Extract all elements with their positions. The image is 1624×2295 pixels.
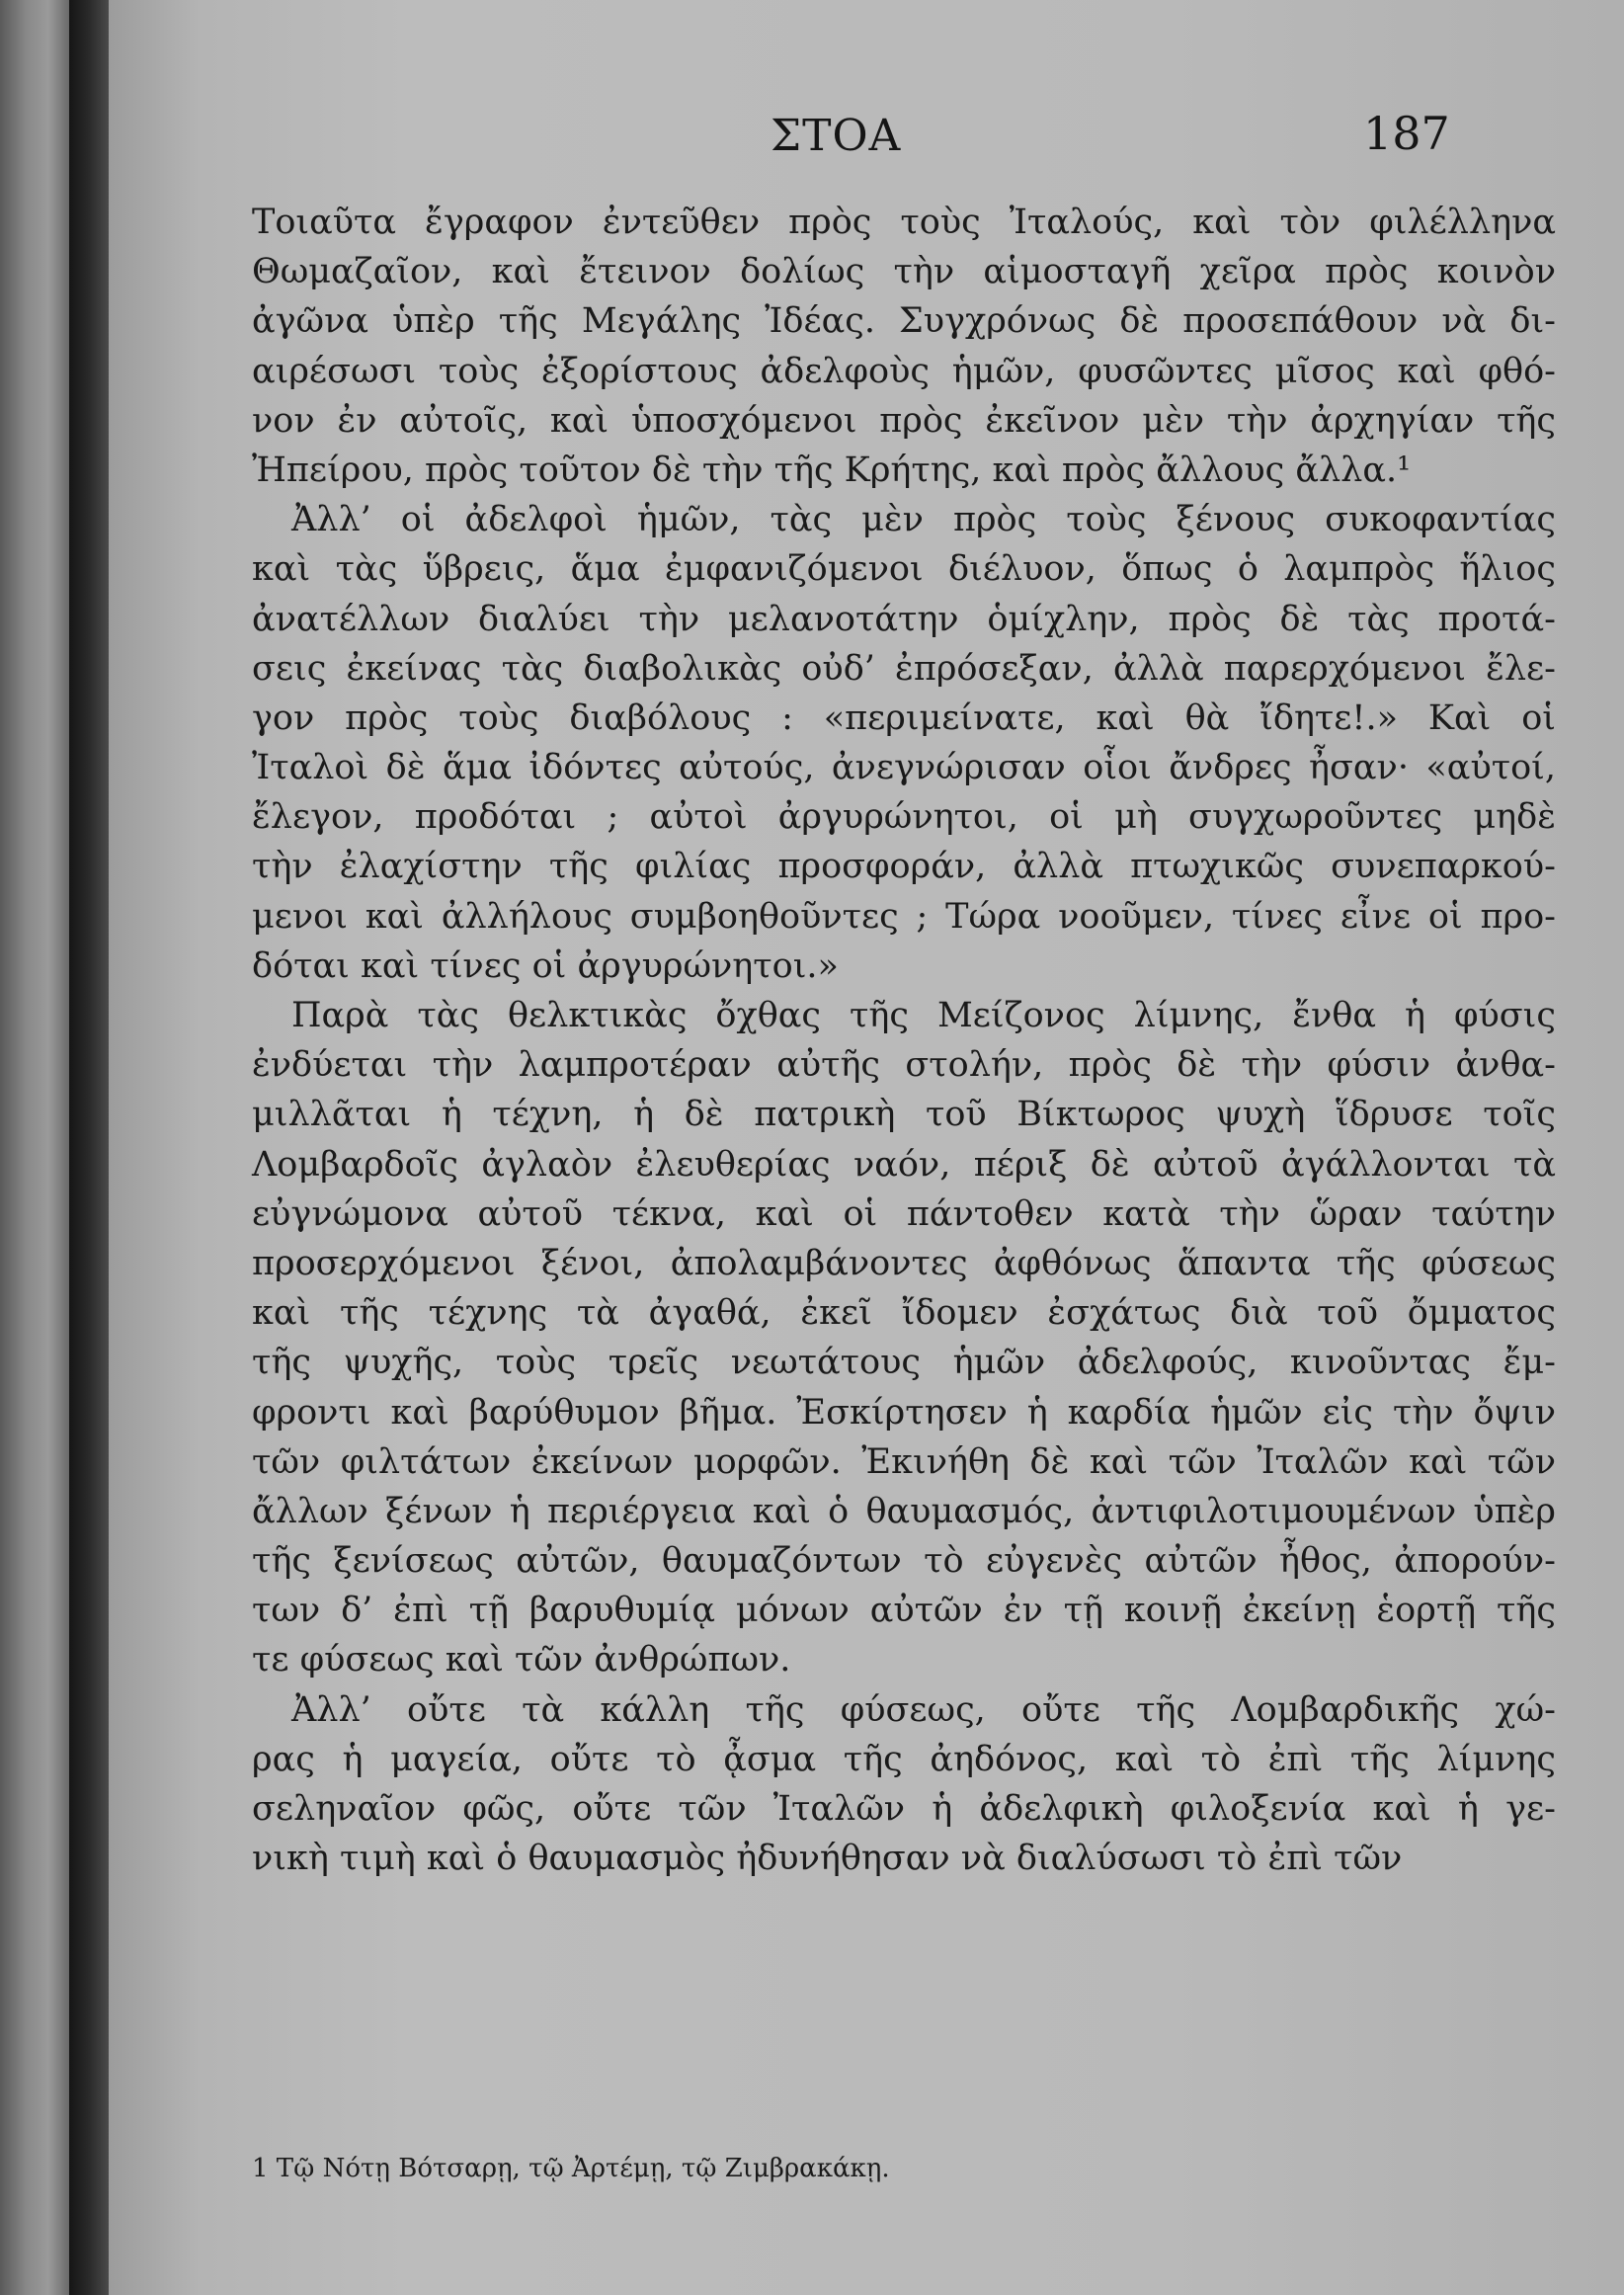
- text-line: τῶν φιλτάτων ἐκείνων μορφῶν. Ἐκινήθη δὲ καὶ τῶν Ἰταλῶν καὶ τῶν: [252, 1441, 1556, 1482]
- text-line: νικὴ τιμὴ καὶ ὁ θαυμασμὸς ἠδυνήθησαν νὰ διαλύσωσι τὸ ἐπὶ τῶν: [252, 1839, 1403, 1879]
- text-line: Τοιαῦτα ἔγραφον ἐντεῦθεν πρὸς τοὺς Ἰταλούς, καὶ τὸν φιλέλληνα: [252, 203, 1556, 242]
- body-text: [252, 198, 1556, 1883]
- text-line: μενοι καὶ ἀλλήλους συμβοηθοῦντες ; Τώρα νοοῦμεν, τίνες εἶνε οἱ προ-: [252, 896, 1556, 937]
- text-line: Θωμαζαῖον, καὶ ἔτεινον δολίως τὴν αἱμοσταγῆ χεῖρα πρὸς κοινὸν: [252, 252, 1556, 292]
- book-spine-edge: [0, 0, 69, 2295]
- text-line: Ἀλλ’ οἱ ἀδελφοὶ ἡμῶν, τὰς μὲν πρὸς τοὺς ξένους συκοφαντίας: [291, 500, 1556, 540]
- text-line: τῆς ψυχῆς, τοὺς τρεῖς νεωτάτους ἡμῶν ἀδελφούς, κινοῦντας ἔμ-: [252, 1343, 1556, 1383]
- text-line: δόται καὶ τίνες οἱ ἀργυρώνητοι.»: [252, 945, 839, 986]
- text-line: αιρέσωσι τοὺς ἐξορίστους ἀδελφοὺς ἡμῶν, φυσῶντες μῖσος καὶ φθό-: [252, 351, 1556, 391]
- text-line: Ἀλλ’ οὔτε τὰ κάλλη τῆς φύσεως, οὔτε τῆς Λομβαρδικῆς χώ-: [291, 1689, 1556, 1730]
- text-line: των δ’ ἐπὶ τῇ βαρυθυμίᾳ μόνων αὐτῶν ἐν τῇ κοινῇ ἐκείνῃ ἑορτῇ τῆς: [252, 1591, 1556, 1631]
- text-line: Παρὰ τὰς θελκτικὰς ὄχθας τῆς Μείζονος λίμνης, ἔνθα ἡ φύσις: [291, 996, 1556, 1035]
- text-line: γον πρὸς τοὺς διαβόλους : «περιμείνατε, καὶ θὰ ἴδητε!.» Καὶ οἱ: [252, 697, 1556, 738]
- text-line: εὐγνώμονα αὐτοῦ τέκνα, καὶ οἱ πάντοθεν κατὰ τὴν ὥραν ταύτην: [252, 1193, 1556, 1234]
- text-line: Ἠπείρου, πρὸς τοῦτον δὲ τὴν τῆς Κρήτης, καὶ πρὸς ἄλλους ἄλλα.¹: [252, 450, 1412, 490]
- page-number: 187: [1363, 107, 1450, 160]
- text-line: τὴν ἐλαχίστην τῆς φιλίας προσφοράν, ἀλλὰ πτωχικῶς συνεπαρκού-: [252, 847, 1556, 887]
- text-line: ἐνδύεται τὴν λαμπροτέραν αὐτῆς στολήν, πρὸς δὲ τὴν φύσιν ἀνθα-: [252, 1045, 1556, 1086]
- text-line: προσερχόμενοι ξένοι, ἀπολαμβάνοντες ἀφθόνως ἅπαντα τῆς φύσεως: [252, 1243, 1556, 1283]
- text-line: ἀνατέλλων διαλύει τὴν μελανοτάτην ὁμίχλην, πρὸς δὲ τὰς προτά-: [252, 599, 1556, 639]
- book-page: [109, 0, 1624, 2295]
- running-title: ΣΤΟΑ: [771, 111, 902, 161]
- text-line: σεληναῖον φῶς, οὔτε τῶν Ἰταλῶν ἡ ἀδελφικὴ φιλοξενία καὶ ἡ γε-: [252, 1789, 1556, 1829]
- page-header: [109, 107, 1624, 170]
- text-line: νον ἐν αὐτοῖς, καὶ ὑποσχόμενοι πρὸς ἐκεῖνον μὲν τὴν ἀρχηγίαν τῆς: [252, 400, 1556, 441]
- text-line: Ἰταλοὶ δὲ ἅμα ἰδόντες αὐτούς, ἀνεγνώρισαν οἷοι ἄνδρες ἦσαν· «αὐτοί,: [252, 748, 1556, 788]
- text-line: ἄλλων ξένων ἡ περιέργεια καὶ ὁ θαυμασμός, ἀντιφιλοτιμουμένων ὑπὲρ: [252, 1491, 1556, 1531]
- text-line: καὶ τῆς τέχνης τὰ ἀγαθά, ἐκεῖ ἴδομεν ἐσχάτως διὰ τοῦ ὄμματος: [252, 1293, 1556, 1334]
- text-line: ἀγῶνα ὑπὲρ τῆς Μεγάλης Ἰδέας. Συγχρόνως δὲ προσεπάθουν νὰ δι-: [252, 301, 1556, 342]
- text-line: φροντι καὶ βαρύθυμον βῆμα. Ἐσκίρτησεν ἡ καρδία ἡμῶν εἰς τὴν ὄψιν: [252, 1392, 1556, 1433]
- footnote: 1 Τῷ Νότῃ Βότσαρῃ, τῷ Ἀρτέμῃ, τῷ Ζιμβρακάκῃ.: [252, 2154, 890, 2183]
- text-line: ἔλεγον, προδόται ; αὐτοὶ ἀργυρώνητοι, οἱ μὴ συγχωροῦντες μηδὲ: [252, 797, 1556, 838]
- text-line: Λομβαρδοῖς ἀγλαὸν ἐλευθερίας ναόν, πέριξ δὲ αὐτοῦ ἀγάλλονται τὰ: [252, 1144, 1556, 1185]
- text-line: τῆς ξενίσεως αὐτῶν, θαυμαζόντων τὸ εὐγενὲς αὐτῶν ἦθος, ἀπορούν-: [252, 1541, 1556, 1582]
- text-line: σεις ἐκείνας τὰς διαβολικὰς οὐδ’ ἐπρόσεξαν, ἀλλὰ παρερχόμενοι ἔλε-: [252, 648, 1556, 689]
- text-line: ρας ἡ μαγεία, οὔτε τὸ ᾆσμα τῆς ἀηδόνος, καὶ τὸ ἐπὶ τῆς λίμνης: [252, 1739, 1556, 1779]
- text-line: μιλλᾶται ἡ τέχνη, ἡ δὲ πατρικὴ τοῦ Βίκτωρος ψυχὴ ἵδρυσε τοῖς: [252, 1095, 1556, 1135]
- page-gutter-shadow: [69, 0, 109, 2295]
- text-line: καὶ τὰς ὕβρεις, ἅμα ἐμφανιζόμενοι διέλυον, ὅπως ὁ λαμπρὸς ἥλιος: [252, 549, 1556, 590]
- text-line: τε φύσεως καὶ τῶν ἀνθρώπων.: [252, 1640, 791, 1680]
